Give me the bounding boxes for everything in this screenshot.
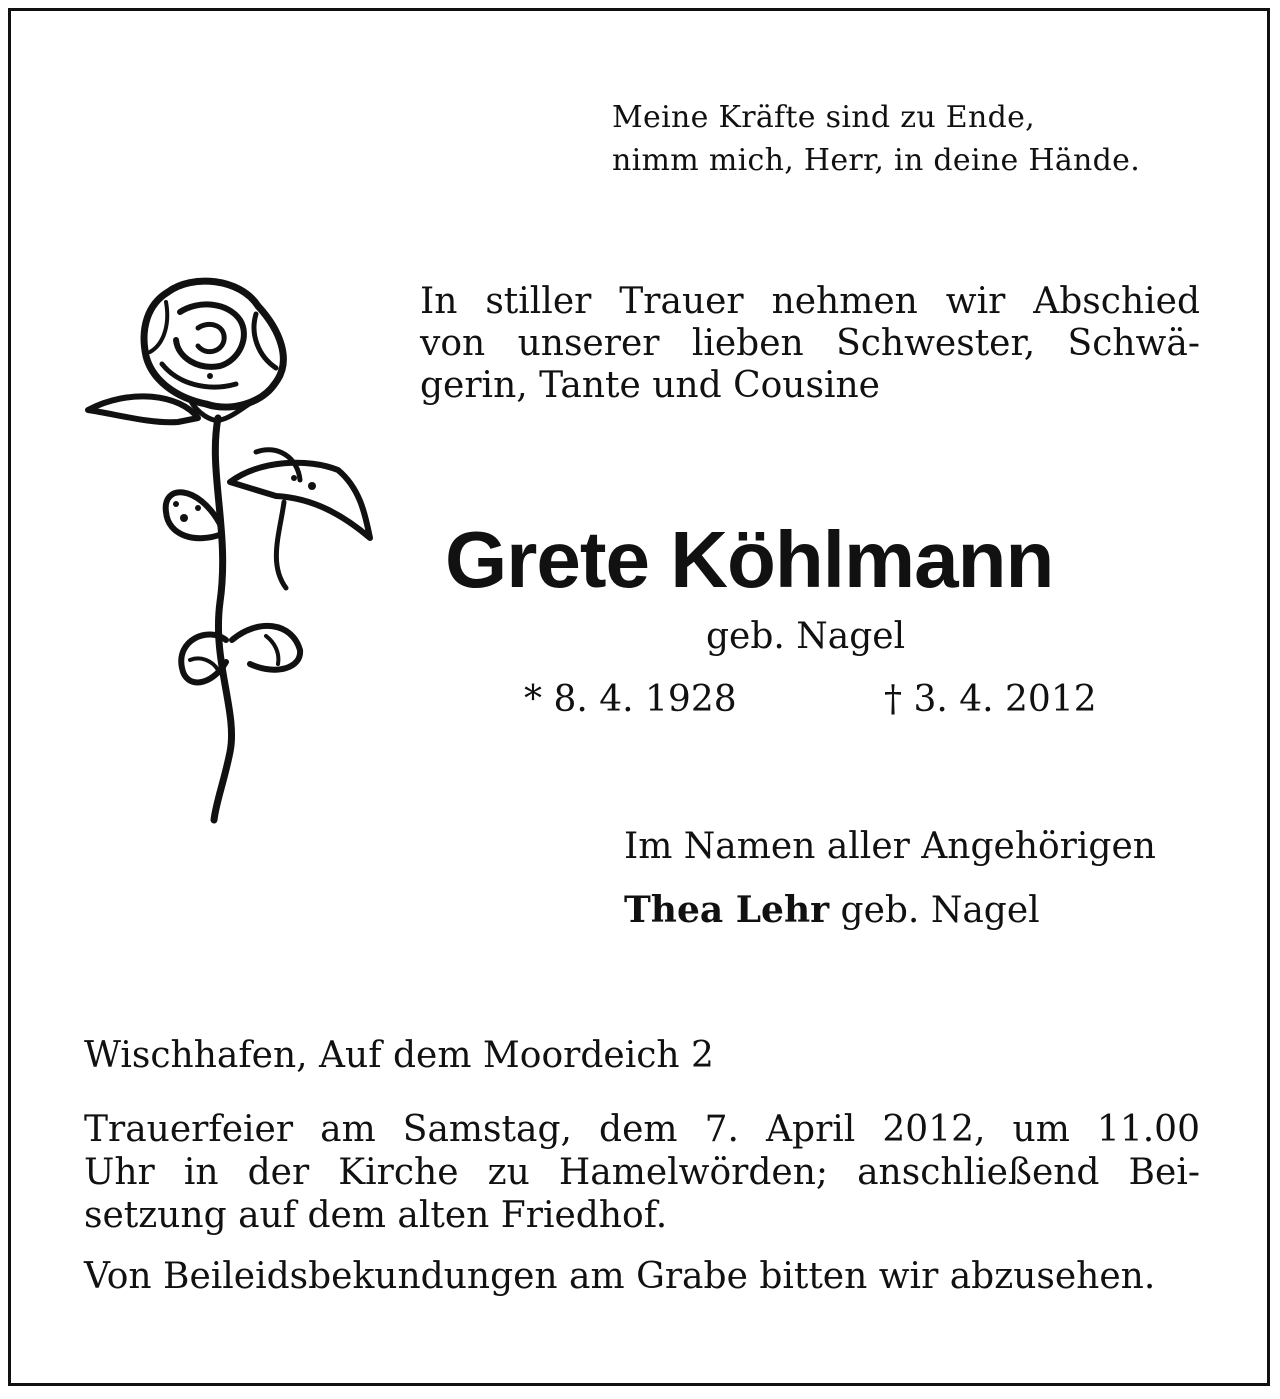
motto-line-1: Meine Kräfte sind zu Ende,	[612, 100, 1035, 135]
intro-text	[420, 281, 1200, 407]
on-behalf-text: Im Namen aller Angehörigen	[624, 826, 1156, 867]
intro-line-2: von unserer lieben Schwester, Schwä-	[420, 323, 1200, 364]
address-text: Wischhafen, Auf dem Moordeich 2	[84, 1035, 714, 1076]
maiden-name: geb. Nagel	[706, 616, 906, 657]
motto-verse	[612, 96, 1140, 182]
ceremony-line-3: setzung auf dem alten Friedhof.	[84, 1195, 668, 1236]
ceremony-line-2: Uhr in der Kirche zu Hamelwörden; anschließend Bei-	[84, 1152, 1200, 1193]
motto-line-2: nimm mich, Herr, in deine Hände.	[612, 143, 1141, 178]
signer-name: Thea Lehr	[624, 889, 830, 931]
ceremony-line-1: Trauerfeier am Samstag, dem 7. April 2012, um 11.00	[84, 1109, 1200, 1150]
birth-date: * 8. 4. 1928	[524, 679, 737, 720]
signer	[624, 885, 1040, 936]
rose-drawing	[80, 272, 376, 828]
deceased-name: Grete Köhlmann	[445, 515, 1054, 604]
condolence-note: Von Beileidsbekundungen am Grabe bitten wir abzusehen.	[84, 1256, 1156, 1297]
ceremony-text	[84, 1108, 1200, 1237]
intro-line-1: In stiller Trauer nehmen wir Abschied	[420, 281, 1200, 322]
intro-line-3: gerin, Tante und Cousine	[420, 365, 880, 406]
signer-maiden-name: geb. Nagel	[829, 890, 1040, 931]
death-date: † 3. 4. 2012	[884, 679, 1097, 720]
